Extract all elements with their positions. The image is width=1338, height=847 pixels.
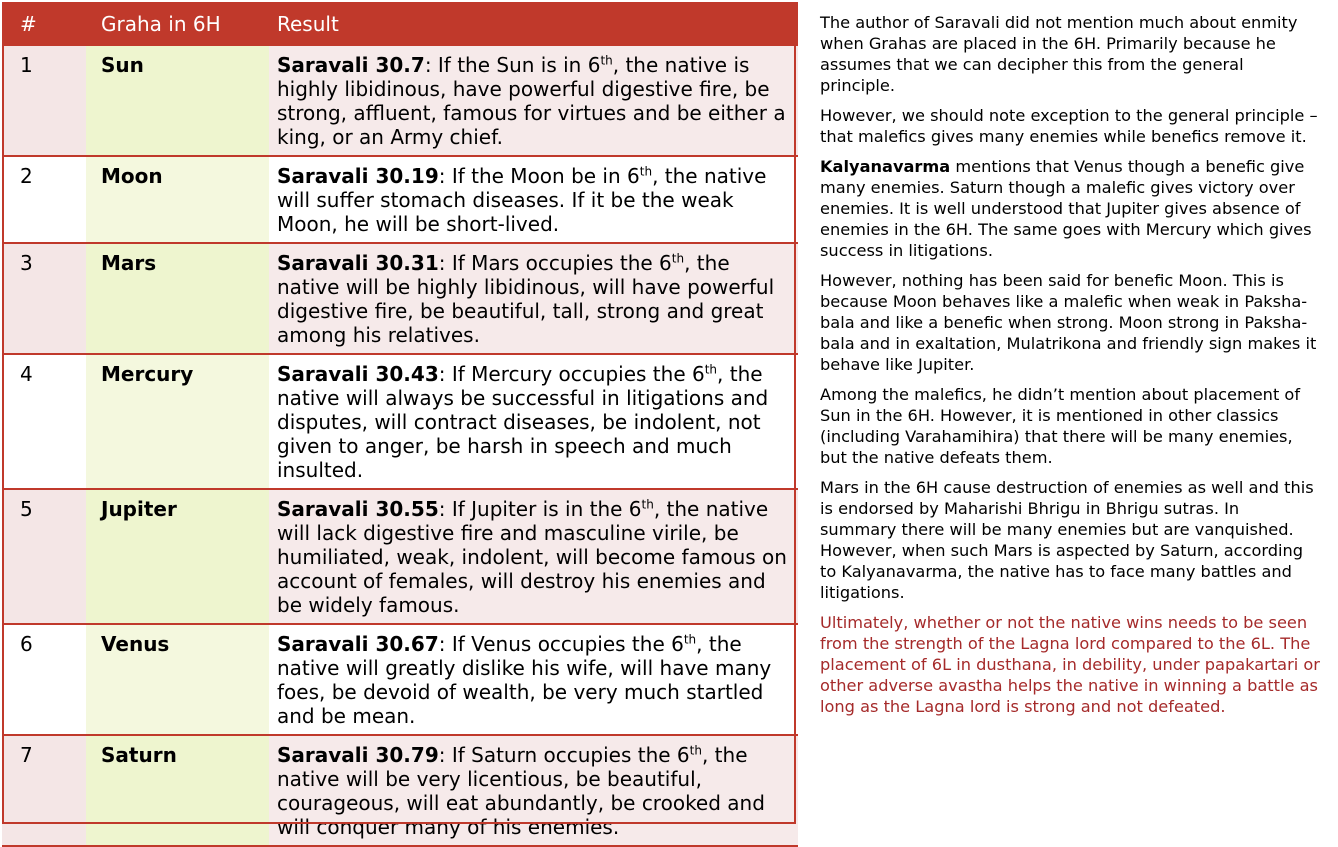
header-graha: Graha in 6H	[86, 2, 269, 46]
ordinal-suffix: th	[671, 251, 685, 266]
result-text: : If Saturn occupies the 6	[438, 743, 690, 767]
row-number: 3	[2, 243, 86, 354]
saravali-reference: Saravali 30.43	[277, 362, 439, 386]
graha-name: Venus	[86, 624, 269, 735]
table-row	[2, 156, 798, 243]
table-row	[2, 624, 798, 735]
result-text: : If the Sun is in 6	[424, 53, 601, 77]
table-row	[2, 243, 798, 354]
result-text: : If Venus occupies the 6	[438, 632, 684, 656]
saravali-reference: Saravali 30.7	[277, 53, 425, 77]
result-text: , the native will be very licentious, be beautiful, courageous, will eat abundantly, be crooked and will conquer many of his enemies.	[277, 743, 765, 839]
result-text: , the native will greatly dislike his wife, will have many foes, be devoid of wealth, be very much startled and be mean.	[277, 632, 772, 728]
graha-name: Jupiter	[86, 489, 269, 624]
header-result: Result	[269, 2, 798, 46]
saravali-reference: Saravali 30.19	[277, 164, 439, 188]
result-text: , the native will be highly libidinous, will have powerful digestive fire, be beautiful, tall, strong and great among his relatives.	[277, 251, 775, 347]
ordinal-suffix: th	[689, 743, 702, 758]
result-text: , the native will always be successful in litigations and disputes, will contract diseases, be indolent, not given to anger, be harsh in speech and much insulted.	[277, 362, 769, 482]
graha-name: Mars	[86, 243, 269, 354]
result-cell	[269, 243, 798, 354]
result-cell	[269, 735, 798, 846]
commentary-text: mentions that Venus though a benefic give many enemies. Saturn though a malefic gives victory over enemies. It is well understood that Jupiter gives absence of enemies in the 6H. The same goes with Mercury which gives success in litigations.	[820, 157, 1312, 260]
graha-name: Saturn	[86, 735, 269, 846]
result-cell	[269, 156, 798, 243]
row-number: 2	[2, 156, 86, 243]
saravali-reference: Saravali 30.55	[277, 497, 439, 521]
ordinal-suffix: th	[641, 497, 654, 512]
result-text: : If Mars occupies the 6	[438, 251, 672, 275]
row-number: 1	[2, 46, 86, 156]
graha-name: Sun	[86, 46, 269, 156]
result-text: , the native is highly libidinous, have powerful digestive fire, be strong, affluent, famous for virtues and be either a king, or an Army chief.	[277, 53, 786, 149]
row-number: 5	[2, 489, 86, 624]
result-cell	[269, 624, 798, 735]
ordinal-suffix: th	[600, 53, 613, 68]
commentary-paragraph	[820, 156, 1320, 261]
header-number: #	[2, 2, 86, 46]
row-number: 4	[2, 354, 86, 489]
saravali-reference: Saravali 30.67	[277, 632, 439, 656]
result-text: : If Mercury occupies the 6	[438, 362, 705, 386]
graha-results-table	[2, 2, 798, 847]
result-cell	[269, 354, 798, 489]
commentary-panel	[820, 12, 1320, 726]
row-number: 6	[2, 624, 86, 735]
graha-name: Mercury	[86, 354, 269, 489]
ordinal-suffix: th	[639, 164, 653, 179]
result-text: : If the Moon be in 6	[438, 164, 640, 188]
ordinal-suffix: th	[704, 362, 718, 377]
commentary-paragraph: Mars in the 6H cause destruction of enemies as well and this is endorsed by Maharishi Bhrigu in Bhrigu sutras. In summary there will be many enemies but are vanquished. However, when such Mars is aspected by Saturn, according to Kalyanavarma, the native has to face many battles and litigations.	[820, 478, 1314, 602]
saravali-reference: Saravali 30.79	[277, 743, 439, 767]
result-text: , the native will lack digestive fire and masculine virile, be humiliated, weak, indolent, will become famous on account of females, will destroy his enemies and be widely famous.	[277, 497, 787, 617]
commentary-paragraph: However, nothing has been said for benefic Moon. This is because Moon behaves like a malefic when weak in Paksha-bala and like a benefic when strong. Moon strong in Paksha-bala and in exaltation, Mulatrikona and friendly sign makes it behave like Jupiter.	[820, 271, 1317, 374]
graha-name: Moon	[86, 156, 269, 243]
row-number: 7	[2, 735, 86, 846]
table-row	[2, 46, 798, 156]
table-row	[2, 735, 798, 846]
table-row	[2, 489, 798, 624]
saravali-reference: Saravali 30.31	[277, 251, 439, 275]
result-cell	[269, 46, 798, 156]
result-cell	[269, 489, 798, 624]
commentary-paragraph: Among the malefics, he didn’t mention about placement of Sun in the 6H. However, it is mentioned in other classics (including Varahamihira) that there will be many enemies, but the native defeats them.	[820, 385, 1301, 467]
table-row	[2, 354, 798, 489]
conclusion-paragraph: Ultimately, whether or not the native wins needs to be seen from the strength of the Lagna lord compared to the 6L. The placement of 6L in dusthana, in debility, under papakartari or other adverse avastha helps the native in winning a battle as long as the Lagna lord is strong and not defeated.	[820, 613, 1320, 716]
table-header-row	[2, 2, 798, 46]
commentary-paragraph: The author of Saravali did not mention much about enmity when Grahas are placed in the 6H. Primarily because he assumes that we can decipher this from the general principle.	[820, 13, 1298, 95]
ordinal-suffix: th	[683, 632, 697, 647]
commentary-paragraph: However, we should note exception to the general principle – that malefics gives many enemies while benefics remove it.	[820, 106, 1318, 146]
result-text: , the native will suffer stomach diseases. If it be the weak Moon, he will be short-lived.	[277, 164, 767, 236]
result-text: : If Jupiter is in the 6	[438, 497, 642, 521]
author-name: Kalyanavarma	[820, 157, 951, 176]
